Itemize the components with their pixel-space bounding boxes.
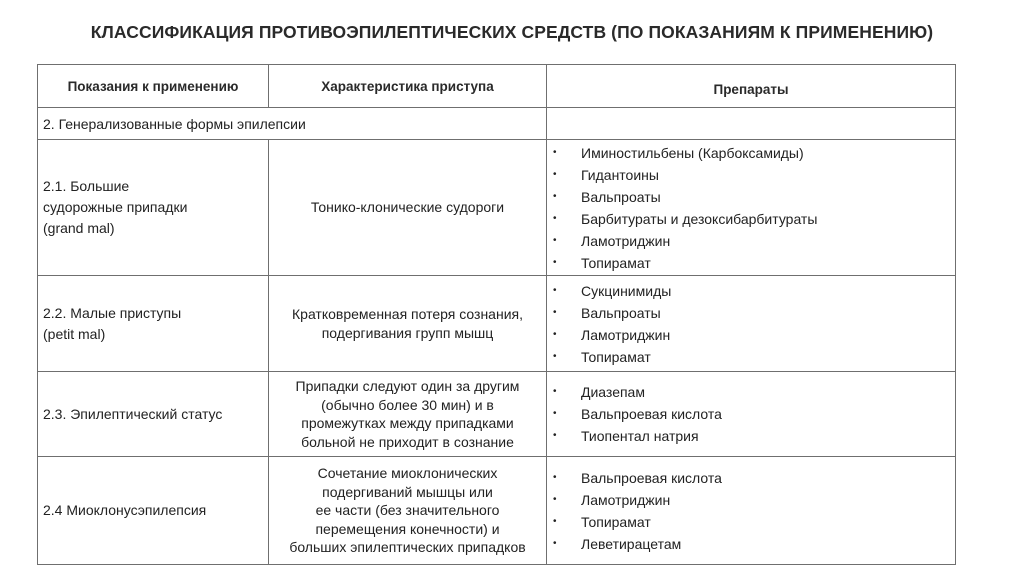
indication-text: [38, 176, 268, 239]
text-line: подергивания групп мышц: [321, 324, 494, 341]
drug-item: [553, 346, 955, 368]
drug-name: Вальпроевая кислота: [581, 469, 722, 486]
text-line: промежутках между припадками: [301, 415, 514, 431]
bullet-icon: •: [553, 430, 557, 441]
drug-name: Вальпроевая кислота: [581, 406, 722, 422]
drug-list: [547, 381, 955, 447]
header-indications: Показания к применению: [38, 65, 269, 108]
drug-item: [553, 467, 955, 489]
text-line: (grand mal): [43, 220, 115, 236]
page-title: КЛАССИФИКАЦИЯ ПРОТИВОЭПИЛЕПТИЧЕСКИХ СРЕДСТВ (ПО ПОКАЗАНИЯМ К ПРИМЕНЕНИЮ): [90, 22, 934, 42]
characteristic-cell: [269, 276, 547, 372]
text-line: подергиваний мышцы или: [322, 483, 493, 500]
text-line: (обычно более 30 мин) и в: [321, 396, 494, 413]
drug-name: Ламотриджин: [581, 232, 671, 249]
drug-list: [547, 280, 955, 368]
characteristic-cell: [269, 140, 547, 276]
drug-name: Вальпроаты: [581, 304, 661, 321]
text-line: 2.3. Эпилептический статус: [43, 405, 223, 422]
indication-text: [38, 500, 268, 521]
drug-name: Сукцинимиды: [581, 282, 672, 299]
drug-name: Ламотриджин: [581, 326, 671, 343]
text-line: 2.2. Малые приступы: [43, 304, 182, 321]
drug-name: Леветирацетам: [581, 535, 682, 552]
indication-cell: [38, 140, 269, 276]
text-line: 2.1. Большие: [43, 178, 130, 194]
drug-item: [553, 489, 955, 511]
indication-text: [38, 404, 268, 425]
drugs-cell: [547, 276, 956, 372]
bullet-icon: •: [553, 168, 557, 180]
text-line: (petit mal): [43, 325, 106, 342]
bullet-icon: •: [553, 256, 557, 268]
drug-item: [553, 302, 955, 324]
drug-item: [553, 511, 955, 533]
drug-name: Топирамат: [581, 254, 651, 271]
drugs-cell: [547, 372, 956, 457]
bullet-icon: •: [553, 350, 557, 362]
drugs-cell: [547, 457, 956, 565]
drug-name: Диазепам: [581, 384, 645, 400]
table-row: [38, 276, 956, 372]
drug-item: [553, 230, 955, 252]
drug-item: [553, 324, 955, 346]
header-characteristic: Характеристика приступа: [269, 65, 547, 108]
header-drugs: Препараты: [547, 65, 956, 108]
table-row: [38, 140, 956, 276]
drug-item: [553, 252, 955, 274]
characteristic-text: [269, 464, 546, 557]
text-line: Тонико-клонические судороги: [310, 199, 505, 216]
table-header-row: [38, 65, 956, 108]
classification-table: [37, 64, 956, 565]
drug-item: [553, 533, 955, 555]
drug-item: [553, 425, 955, 447]
bullet-icon: •: [553, 190, 557, 202]
drug-name: Иминостильбены (Карбоксамиды): [581, 144, 804, 161]
text-line: судорожные припадки: [43, 199, 188, 215]
characteristic-text: [269, 377, 546, 451]
characteristic-text: [269, 198, 546, 217]
table-row: [38, 372, 956, 457]
bullet-icon: •: [553, 386, 557, 397]
drug-item: [553, 142, 955, 164]
group-empty-cell: [547, 108, 956, 140]
bullet-icon: •: [553, 408, 557, 419]
bullet-icon: •: [553, 471, 557, 483]
text-line: Сочетание миоклонических: [317, 465, 498, 482]
bullet-icon: •: [553, 234, 557, 246]
text-line: 2.4 Миоклонусэпилепсия: [43, 502, 207, 518]
drug-name: Ламотриджин: [581, 491, 671, 508]
characteristic-cell: [269, 372, 547, 457]
table-row: [38, 457, 956, 565]
drugs-cell: [547, 140, 956, 276]
text-line: больших эпилептических припадков: [289, 539, 526, 556]
indication-cell: [38, 457, 269, 565]
indication-cell: [38, 372, 269, 457]
drug-name: Топирамат: [581, 513, 651, 530]
group-row: [38, 108, 956, 140]
drug-name: Вальпроаты: [581, 188, 661, 205]
bullet-icon: •: [553, 493, 557, 505]
text-line: перемещения конечности) и: [315, 520, 500, 537]
text-line: ее части (без значительного: [315, 502, 500, 519]
drug-item: [553, 403, 955, 425]
text-line: больной не приходит в сознание: [301, 433, 514, 450]
group-label: 2. Генерализованные формы эпилепсии: [43, 115, 306, 132]
text-line: Припадки следуют один за другим: [295, 378, 520, 394]
indication-text: [38, 303, 268, 345]
drug-list: [547, 142, 955, 274]
drug-list: [547, 467, 955, 555]
drug-item: [553, 186, 955, 208]
drug-item: [553, 164, 955, 186]
drug-item: [553, 280, 955, 302]
drug-name: Барбитураты и дезоксибарбитураты: [581, 210, 818, 227]
drug-item: [553, 208, 955, 230]
bullet-icon: •: [553, 146, 557, 158]
characteristic-cell: [269, 457, 547, 565]
drug-name: Тиопентал натрия: [581, 428, 699, 444]
bullet-icon: •: [553, 212, 557, 224]
drug-item: [553, 381, 955, 403]
indication-cell: [38, 276, 269, 372]
group-cell: [38, 108, 547, 140]
bullet-icon: •: [553, 537, 557, 549]
bullet-icon: •: [553, 284, 557, 296]
bullet-icon: •: [553, 306, 557, 318]
bullet-icon: •: [553, 328, 557, 340]
drug-name: Гидантоины: [581, 166, 659, 183]
characteristic-text: [269, 305, 546, 342]
bullet-icon: •: [553, 515, 557, 527]
drug-name: Топирамат: [581, 348, 651, 365]
text-line: Кратковременная потеря сознания,: [292, 306, 523, 322]
